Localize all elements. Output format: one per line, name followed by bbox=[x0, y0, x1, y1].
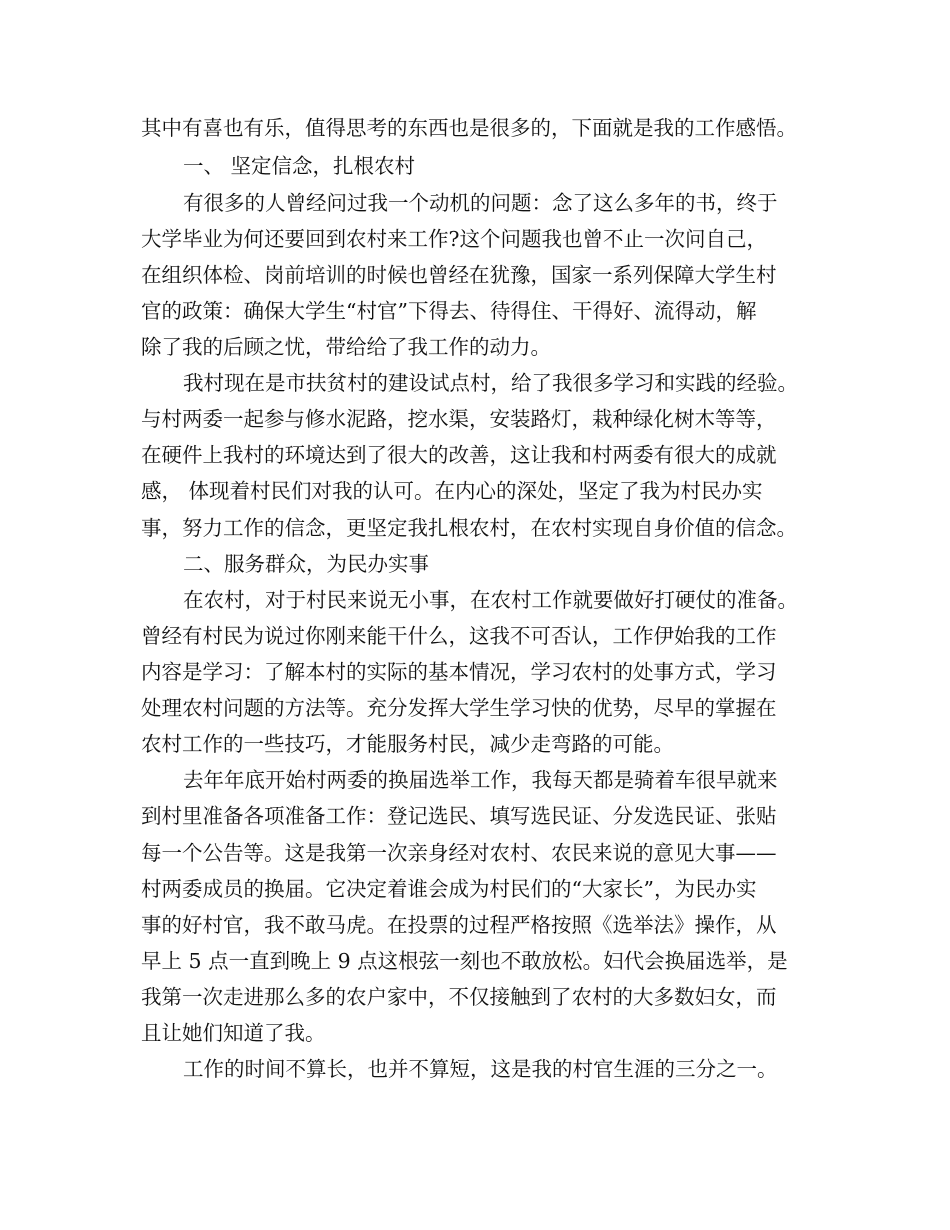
text-line: 在硬件上我村的环境达到了很大的改善，这让我和村两委有很大的成就 bbox=[141, 443, 777, 467]
text-line: 除了我的后顾之忧，带给给了我工作的动力。 bbox=[141, 335, 551, 359]
text-line: 内容是学习：了解本村的实际的基本情况，学习农村的处事方式，学习 bbox=[141, 660, 777, 684]
text-line: 与村两委一起参与修水泥路，挖水渠，安装路灯，栽种绿化树木等等， bbox=[141, 407, 777, 431]
text-line: 曾经有村民为说过你刚来能干什么，这我不可否认，工作伊始我的工作 bbox=[141, 624, 777, 648]
text-line: 在组织体检、岗前培训的时候也曾经在犹豫，国家一系列保障大学生村 bbox=[141, 263, 777, 287]
text-line: 在农村，对于村民来说无小事，在农村工作就要做好打硬仗的准备。 bbox=[183, 588, 798, 612]
text-line: 工作的时间不算长，也并不算短，这是我的村官生涯的三分之一。 bbox=[183, 1057, 778, 1081]
text-line: 事的好村官，我不敢马虎。在投票的过程严格按照《选举法》操作，从 bbox=[141, 913, 777, 937]
text-line: 感， 体现着村民们对我的认可。在内心的深处，坚定了我为村民办实 bbox=[141, 479, 763, 503]
text-line: 每一个公告等。这是我第一次亲身经对农村、农民来说的意见大事—— bbox=[141, 841, 777, 865]
section-heading: 二、服务群众，为民办实事 bbox=[183, 552, 429, 576]
text-line: 去年年底开始村两委的换届选举工作，我每天都是骑着车很早就来 bbox=[183, 768, 778, 792]
text-line: 事，努力工作的信念，更坚定我扎根农村，在农村实现自身价值的信念。 bbox=[141, 516, 797, 540]
text-line: 村两委成员的换届。它决定着谁会成为村民们的“大家长”，为民办实 bbox=[141, 877, 757, 901]
text-line: 且让她们知道了我。 bbox=[141, 1021, 326, 1045]
text-line: 其中有喜也有乐，值得思考的东西也是很多的，下面就是我的工作感悟。 bbox=[141, 116, 797, 140]
text-line: 农村工作的一些技巧，才能服务村民，减少走弯路的可能。 bbox=[141, 732, 674, 756]
text-line: 官的政策：确保大学生“村官”下得去、待得住、干得好、流得动，解 bbox=[141, 299, 757, 323]
text-line: 处理农村问题的方法等。充分发挥大学生学习快的优势，尽早的掌握在 bbox=[141, 696, 777, 720]
text-line: 大学毕业为何还要回到农村来工作?这个问题我也曾不止一次问自己， bbox=[141, 227, 767, 251]
section-heading: 一、 坚定信念，扎根农村 bbox=[183, 154, 416, 178]
text-line: 我村现在是市扶贫村的建设试点村，给了我很多学习和实践的经验。 bbox=[183, 371, 798, 395]
text-line: 有很多的人曾经问过我一个动机的问题：念了这么多年的书，终于 bbox=[183, 191, 778, 215]
text-line: 到村里准备各项准备工作：登记选民、填写选民证、分发选民证、张贴 bbox=[141, 804, 777, 828]
text-line: 早上 5 点一直到晚上 9 点这根弦一刻也不敢放松。妇代会换届选举，是 bbox=[141, 949, 788, 973]
text-line: 我第一次走进那么多的农户家中，不仅接触到了农村的大多数妇女，而 bbox=[141, 985, 777, 1009]
